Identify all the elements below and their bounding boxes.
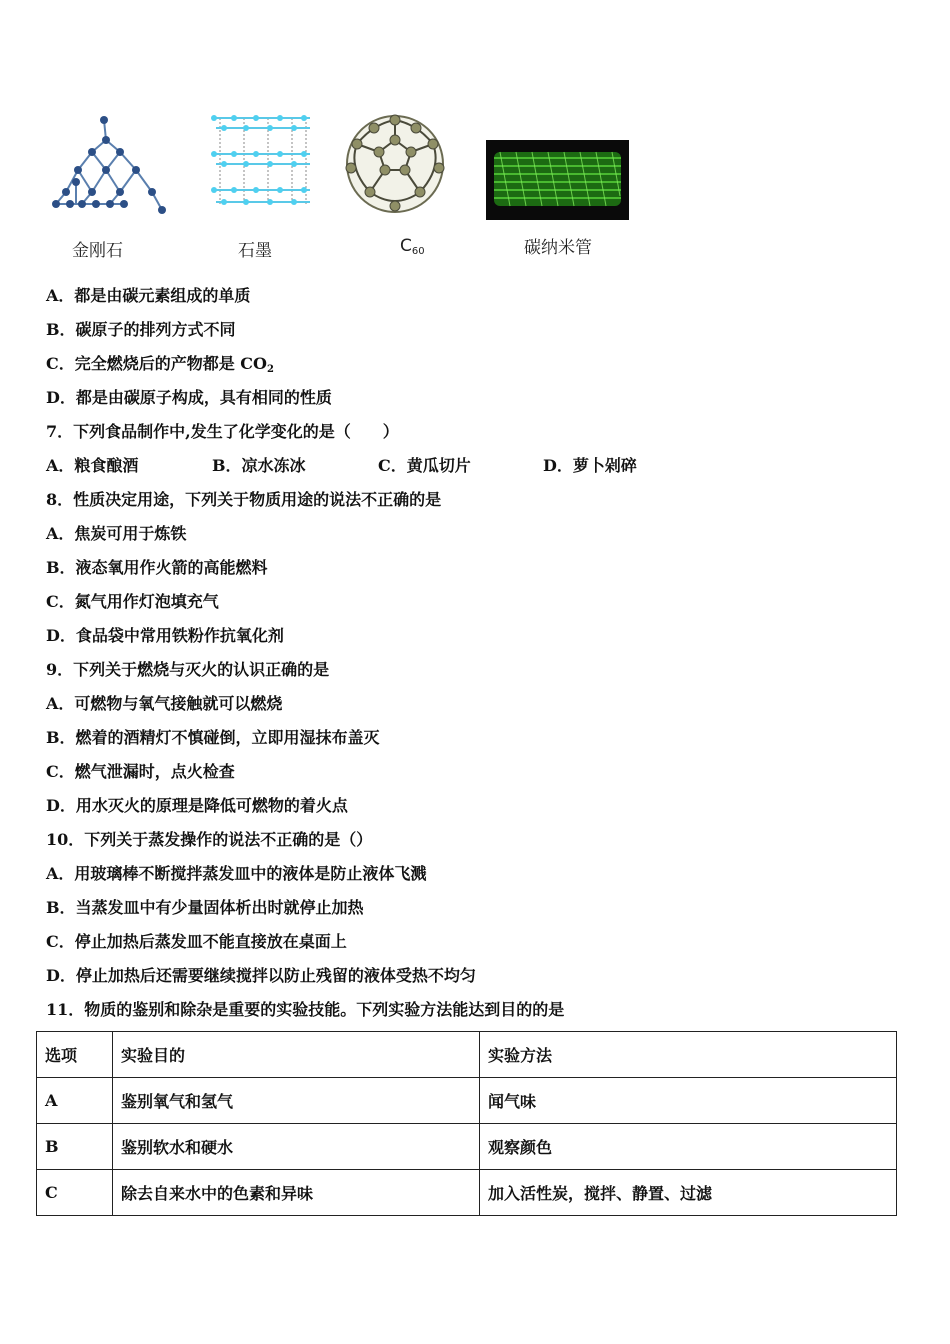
table-header-cell: 实验方法 [480,1032,897,1078]
table-cell: A [37,1078,113,1124]
table-header-cell: 选项 [37,1032,113,1078]
q8-option-c: C．氮气用作灯泡填充气 [46,592,219,611]
q9-option-d: D．用水灭火的原理是降低可燃物的着火点 [46,796,348,815]
q6-option-b: B．碳原子的排列方式不同 [46,320,236,339]
table-cell: 鉴别氧气和氢气 [113,1078,480,1124]
graphite-structure-figure [206,106,316,216]
diamond-caption: 金刚石 [72,241,123,261]
q10-option-c: C．停止加热后蒸发皿不能直接放在桌面上 [46,932,347,951]
table-cell: 鉴别软水和硬水 [113,1124,480,1170]
q11-stem: 11．物质的鉴别和除杂是重要的实验技能。下列实验方法能达到目的的是 [46,1000,565,1019]
graphite-caption: 石墨 [238,241,272,261]
q10-option-a: A．用玻璃棒不断搅拌蒸发皿中的液体是防止液体飞溅 [46,864,427,883]
q7-option-c: C．黄瓜切片 [378,456,471,475]
co2-subscript: 2 [266,364,274,375]
q9-option-c: C．燃气泄漏时，点火检查 [46,762,235,781]
q9-option-b: B．燃着的酒精灯不慎碰倒，立即用湿抹布盖灭 [46,728,380,747]
q8-option-d: D．食品袋中常用铁粉作抗氧化剂 [46,626,284,645]
q6-option-c: C．完全燃烧后的产物都是 $CO_2$ [46,354,274,375]
nanotube-caption: 碳纳米管 [524,238,592,258]
q6-option-d: D．都是由碳原子构成，具有相同的性质 [46,388,332,407]
table-cell: 观察颜色 [480,1124,897,1170]
q7-option-b: B．凉水冻冰 [212,456,306,475]
table-row [37,1124,897,1170]
q10-option-b: B．当蒸发皿中有少量固体析出时就停止加热 [46,898,364,917]
q8-option-b: B．液态氧用作火箭的高能燃料 [46,558,268,577]
table-cell: C [37,1170,113,1216]
q11-table [36,1031,897,1216]
table-header-cell: 实验目的 [113,1032,480,1078]
table-cell: 闻气味 [480,1078,897,1124]
c60-structure-figure [338,110,453,218]
diamond-structure-figure [48,112,173,217]
q7-stem: 7．下列食品制作中,发生了化学变化的是（ ） [46,422,399,441]
q7-option-d: D．萝卜剁碎 [543,456,637,475]
table-cell: B [37,1124,113,1170]
table-cell: 除去自来水中的色素和异味 [113,1170,480,1216]
c60-subscript: 60 [411,246,425,257]
c60-caption: $C_{60}$ [400,236,425,257]
q9-stem: 9．下列关于燃烧与灭火的认识正确的是 [46,660,330,679]
table-row [37,1078,897,1124]
q7-option-a: A．粮食酿酒 [46,456,139,475]
q8-stem: 8．性质决定用途，下列关于物质用途的说法不正确的是 [46,490,442,509]
q10-option-d: D．停止加热后还需要继续搅拌以防止残留的液体受热不均匀 [46,966,476,985]
table-row [37,1170,897,1216]
carbon-nanotube-figure [486,140,629,220]
q9-option-a: A．可燃物与氧气接触就可以燃烧 [46,694,283,713]
q10-stem: 10．下列关于蒸发操作的说法不正确的是（） [46,830,373,849]
table-cell: 加入活性炭，搅拌、静置、过滤 [480,1170,897,1216]
q8-option-a: A．焦炭可用于炼铁 [46,524,187,543]
table-header-row [37,1032,897,1078]
q6-option-a: A．都是由碳元素组成的单质 [46,286,251,305]
